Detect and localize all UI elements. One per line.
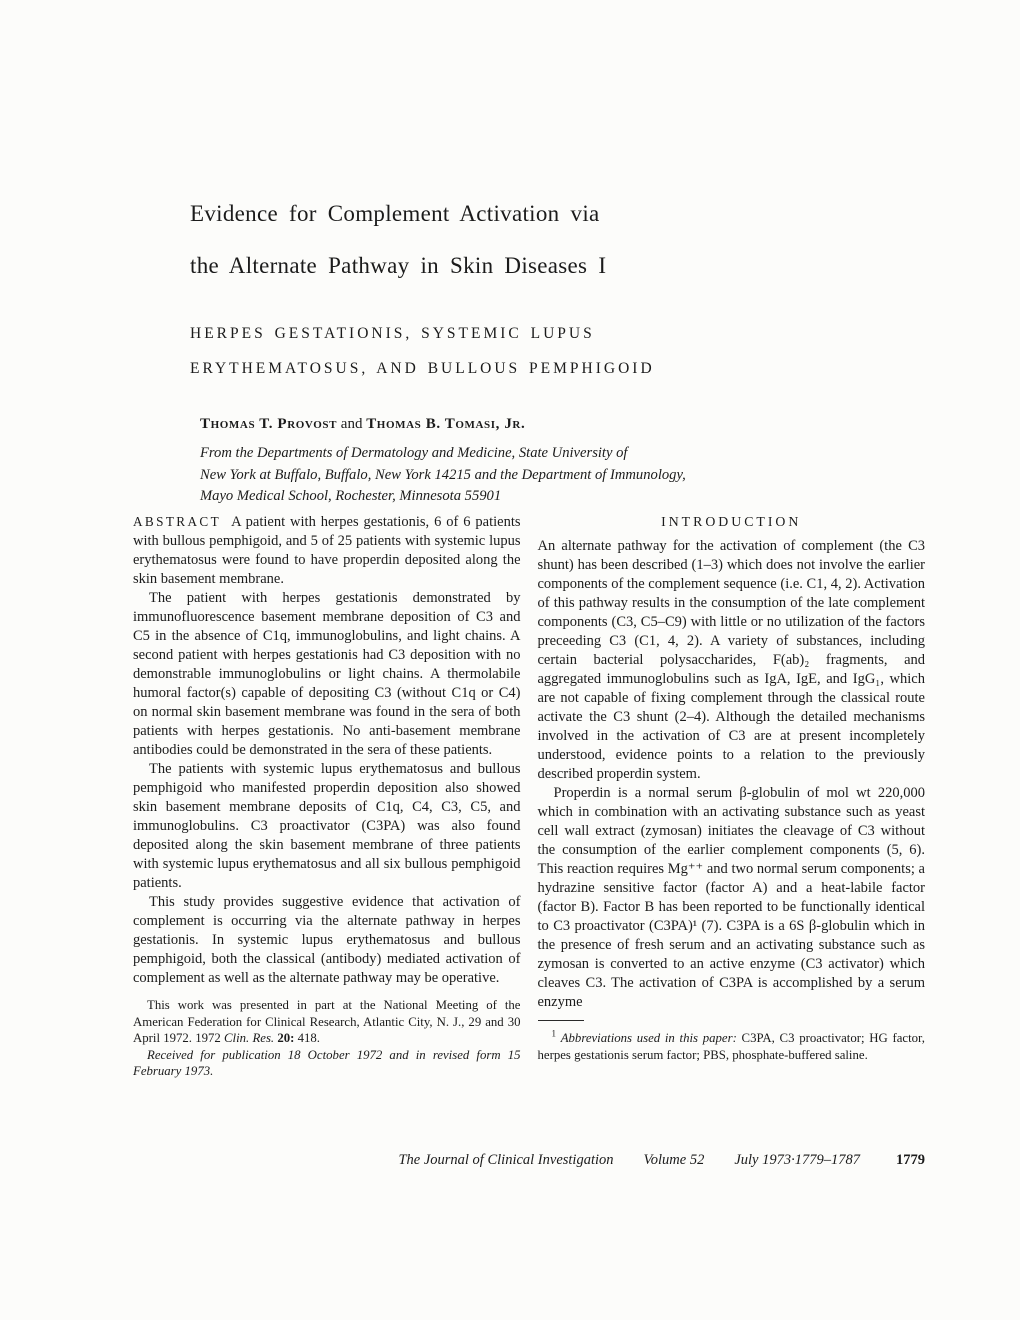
footer-journal-name: The Journal of Clinical Investigation (398, 1152, 614, 1168)
paper-subtitle (190, 316, 850, 386)
abstract-paragraph-1-text: A patient with herpes gestationis, 6 of 6 patients with bullous pemphigoid, and 5 of 25 patients with systemic lupus erythematosus were found to have properdin deposited along the skin basement membrane. (133, 514, 521, 587)
right-column (538, 512, 926, 1080)
footer-page-number: 1779 (896, 1152, 925, 1168)
abstract-paragraph-2: The patient with herpes gestationis demonstrated by immunofluorescence basement membrane deposition of C3 and C5 in the absence of C1q, immunoglobulins, and light chains. A second patient with herpes gestationis had C3 deposition with no demonstrable immunoglobulins or light chains. A thermolabile humoral factor(s) capable of depositing C3 (without C1q or C4) on normal skin basement membrane was found in the sera of both patients with herpes gestationis. No anti-basement membrane antibodies could be demonstrated in the sera of these patients. (133, 590, 521, 758)
affiliation-line-1: From the Departments of Dermatology and Medicine, State University of (200, 445, 628, 461)
abstract-paragraph-4: This study provides suggestive evidence that activation of complement is occurring via the alternate pathway in herpes gestationis. In systemic lupus erythematosus and bullous pemphigoid, both the classical (antibody) mediated activation of complement as well as the alternate pathway may be operative. (133, 894, 521, 986)
footer-date-pages: July 1973·1779–1787 (734, 1152, 860, 1168)
footnote-abbreviations (538, 1030, 926, 1063)
footnote-abbreviations-text: C3PA, C3 proactivator; HG factor, herpes gestationis serum factor; PBS, phosphate-buffered saline. (537, 1031, 925, 1062)
abstract-paragraph-3: The patients with systemic lupus erythematosus and bullous pemphigoid who manifested properdin deposition also showed skin basement membrane deposits of C1q, C4, C3, C5, and immunoglobulins. C3 proactivator (C3PA) was also found deposited along the skin basement membrane of three patients with systemic lupus erythematosus and all six bullous pemphigoid patients. (133, 761, 521, 891)
paper-header (190, 188, 850, 508)
paper-title (190, 188, 850, 292)
author-conjunction: and (340, 416, 363, 432)
affiliation (200, 443, 850, 508)
title-line-2: the Alternate Pathway in Skin Diseases I (190, 253, 607, 278)
footnote-marker: 1 (551, 1028, 556, 1039)
footnote-abbreviations-label: Abbreviations used in this paper: (560, 1031, 737, 1045)
page-footer (133, 1152, 925, 1169)
footnote-received: Received for publication 18 October 1972 and in revised form 15 February 1973. (133, 1047, 521, 1078)
author-line (200, 416, 850, 433)
subtitle-line-1: HERPES GESTATIONIS, SYSTEMIC LUPUS (190, 325, 595, 342)
introduction-paragraph-1: An alternate pathway for the activation of complement (the C3 shunt) has been described (1–3) which does not involve the earlier components of the complement sequence (i.e. C1, 4, 2). Activation of this pathway results in the consumption of the late complement components (C3, C5–C9) with little or no utilization of the factors preceeding C3 (C1, 4, 2). A variety of substances, including certain bacterial polysaccharides, F(ab)₂ fragments, and aggregated immunoglobulins such as IgA, IgE, and IgG₁, which are not capable of fixing complement through the classical route activate the C3 shunt (2–4). Although the detailed mechanisms involved in the activation of C3 are at present incompletely understood, evidence points to a relation to the previously described properdin system. (537, 538, 925, 782)
introduction-heading: INTRODUCTION (661, 514, 802, 529)
title-line-1: Evidence for Complement Activation via (190, 201, 600, 226)
subtitle-line-2: ERYTHEMATOSUS, AND BULLOUS PEMPHIGOID (190, 360, 655, 377)
left-column (133, 512, 521, 1080)
author-name-2: Thomas B. Tomasi, Jr. (366, 416, 526, 432)
footer-volume: Volume 52 (643, 1152, 705, 1168)
affiliation-line-2: New York at Buffalo, Buffalo, New York 14215 and the Department of Immunology, (200, 466, 686, 483)
abstract-label: ABSTRACT (133, 514, 222, 529)
footnote-right (538, 1030, 926, 1063)
affiliation-line-3: Mayo Medical School, Rochester, Minnesota 55901 (200, 488, 502, 504)
introduction-paragraph-2: Properdin is a normal serum β-globulin of mol wt 220,000 which in combination with an activating substance such as yeast cell wall extract (zymosan) initiates the cleavage of C3 without the consumption of the earlier complement components (5, 6). This reaction requires Mg⁺⁺ and two normal serum components; a hydrazine sensitive factor (factor A) and a heat-labile factor (factor B). Factor B has been reported to be functionally identical to C3 proactivator (C3PA)¹ (7). C3PA is a 6S β-globulin which in the presence of fresh serum and an activating substance such as zymosan is converted to an active enzyme (C3 activator) which cleaves C3. The activation of C3PA is accomplished by a serum enzyme (537, 785, 925, 1010)
footnote-left-paragraph-1 (133, 997, 521, 1047)
author-name-1: Thomas T. Provost (200, 416, 338, 432)
footnote-separator-rule (538, 1020, 584, 1021)
footnote-volume: 20: (277, 1031, 295, 1045)
footnote-left (133, 997, 521, 1080)
footnote-presented-text: This work was presented in part at the National Meeting of the American Federation for Clinical Research, Atlantic City, N. J., 29 and 30 April 1972. 1972 (133, 998, 521, 1045)
body-columns (133, 512, 925, 1080)
footnote-pages: 418. (294, 1031, 320, 1045)
abstract-paragraph-1 (133, 512, 521, 589)
footnote-journal-abbrev: Clin. Res. (224, 1031, 278, 1045)
